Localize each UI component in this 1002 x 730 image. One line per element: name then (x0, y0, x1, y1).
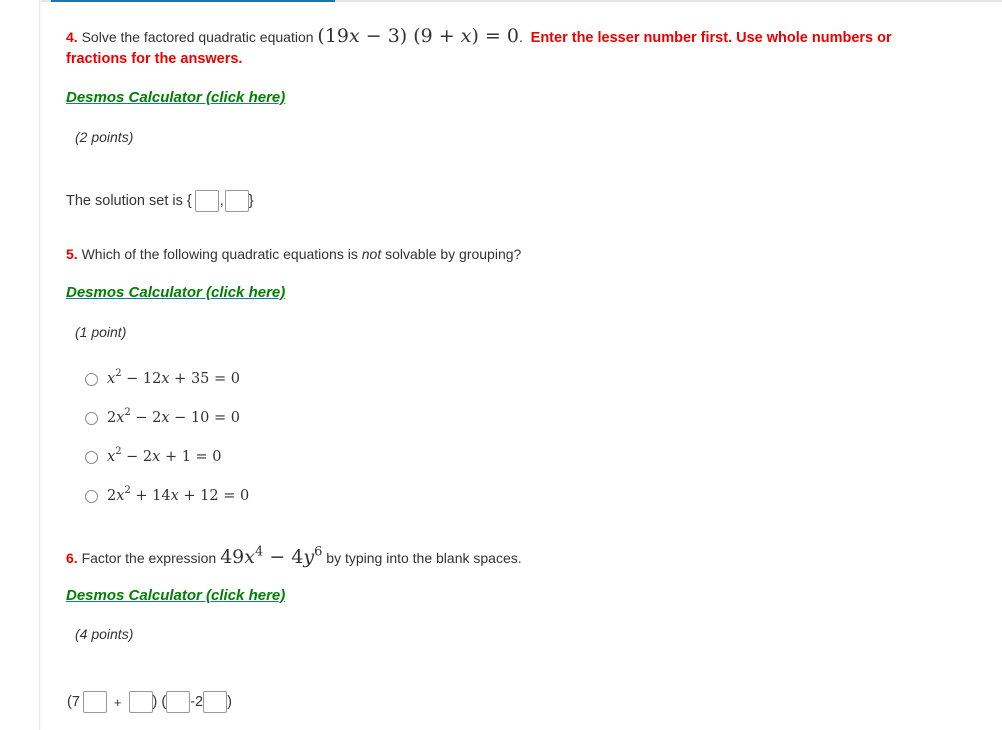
option-label: $2x^2 + 14x + 12 = 0$ (107, 485, 250, 504)
solution-set-label: The solution set is { (66, 193, 192, 209)
solution-input-1[interactable] (195, 190, 219, 212)
option-2[interactable] (85, 407, 240, 426)
desmos-calculator-link[interactable]: Desmos Calculator (click here) (66, 587, 286, 604)
desmos-calculator-link[interactable]: Desmos Calculator (click here) (66, 284, 286, 301)
radio-button[interactable] (85, 412, 98, 425)
question-number: 4. (66, 29, 78, 45)
question-number: 6. (66, 550, 78, 566)
instruction-text-line2: fractions for the answers. (66, 51, 243, 67)
factor-input-1[interactable] (83, 691, 107, 713)
equation: (19x − 3) (9 + x) = 0 (317, 25, 519, 47)
option-label: $2x^2 - 2x - 10 = 0$ (107, 407, 240, 426)
radio-button[interactable] (85, 451, 98, 464)
radio-button[interactable] (85, 373, 98, 386)
question-5-prompt: 5. Which of the following quadratic equations is not solvable by grouping? (66, 246, 522, 262)
question-4-prompt: 4. Solve the factored quadratic equation (19x − 3) (9 + x) = 0. Enter the lesser number first. Use whole numbers or (66, 25, 892, 47)
points-label: (2 points) (75, 129, 134, 145)
factor-answer-line: (7 + ) ( -2 ) (67, 691, 232, 713)
factor-input-4[interactable] (203, 691, 227, 713)
points-label: (4 points) (75, 626, 134, 642)
option-label: $x^2 - 12x + 35 = 0$ (107, 368, 240, 387)
question-6-prompt: 6. Factor the expression $49x^4 - 4y^6$ by typing into the blank spaces. (66, 544, 522, 568)
factor-input-3[interactable] (166, 691, 190, 713)
top-progress-track (41, 0, 1002, 2)
left-gutter (0, 0, 40, 730)
progress-bar (51, 0, 335, 2)
factor-input-2[interactable] (129, 691, 153, 713)
question-number: 5. (66, 246, 78, 262)
expression: $49x^4 - 4y^6$ (220, 544, 323, 568)
option-label: $x^2 - 2x + 1 = 0$ (107, 446, 222, 465)
instruction-text: Enter the lesser number first. Use whole numbers or (530, 30, 892, 46)
option-4[interactable] (85, 485, 250, 504)
option-1[interactable] (85, 368, 240, 387)
desmos-calculator-link[interactable]: Desmos Calculator (click here) (66, 89, 286, 106)
solution-input-2[interactable] (225, 190, 249, 212)
question-text: Solve the factored quadratic equation (81, 29, 314, 45)
radio-button[interactable] (85, 490, 98, 503)
option-3[interactable] (85, 446, 222, 465)
points-label: (1 point) (75, 324, 127, 340)
solution-set-line: The solution set is { , } (66, 190, 254, 212)
